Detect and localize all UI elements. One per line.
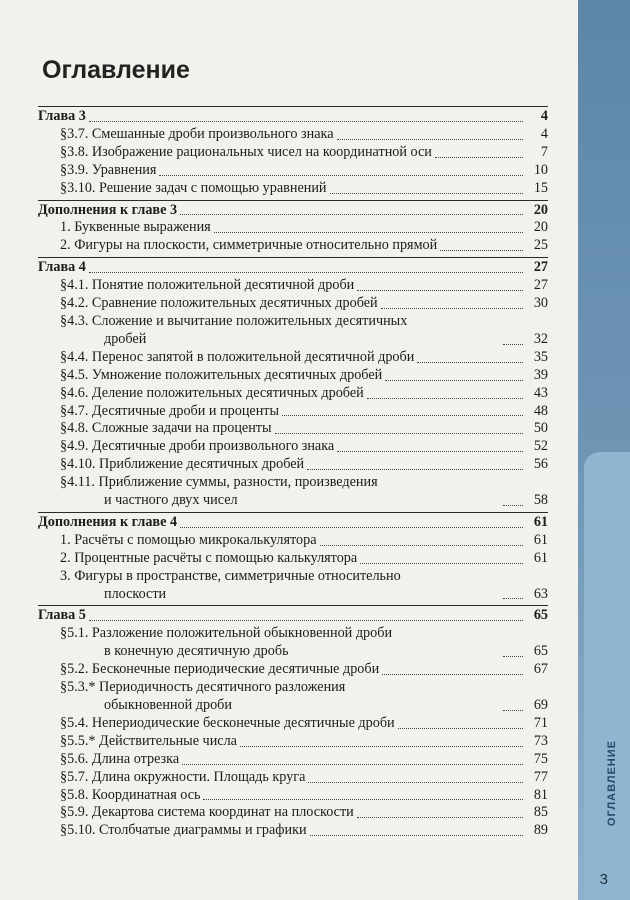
entry-label: §4.1. Понятие положительной десятичной дроби — [60, 277, 355, 294]
entry-label: Глава 5 — [38, 607, 86, 624]
toc-section — [38, 200, 548, 256]
entry-page: 10 — [533, 161, 548, 178]
entry-page: 50 — [533, 420, 548, 437]
entry-page: 20 — [533, 219, 548, 236]
toc-entry[interactable] — [38, 144, 548, 162]
entry-label: §4.6. Деление положительных десятичных дробей — [60, 384, 364, 401]
toc-entry[interactable] — [38, 751, 548, 769]
toc-entry[interactable] — [38, 625, 548, 661]
entry-page: 48 — [533, 402, 548, 419]
toc-section — [38, 257, 548, 510]
entry-page: 61 — [533, 549, 548, 566]
entry-label — [60, 679, 500, 715]
entry-page: 61 — [533, 531, 548, 548]
dot-leader — [381, 308, 523, 309]
entry-label: Глава 4 — [38, 259, 86, 276]
entry-label: §5.5.* Действительные числа — [60, 732, 237, 749]
entry-label-line1: 3. Фигуры в пространстве, симметричные относительно — [60, 567, 401, 584]
toc-entry[interactable] — [38, 715, 548, 733]
toc-entry[interactable] — [38, 277, 548, 295]
toc-chapter-entry[interactable] — [38, 607, 548, 625]
toc-entry[interactable] — [38, 162, 548, 180]
dot-leader — [308, 782, 523, 783]
entry-label: 1. Буквенные выражения — [60, 219, 211, 236]
entry-page: 20 — [533, 201, 548, 218]
entry-label-line2: в конечную десятичную дробь — [104, 643, 289, 660]
dot-leader — [203, 799, 523, 800]
entry-page: 25 — [533, 237, 548, 254]
entry-page: 43 — [533, 384, 548, 401]
dot-leader — [330, 193, 523, 194]
dot-leader — [180, 527, 523, 528]
toc-entry[interactable] — [38, 180, 548, 198]
entry-page: 69 — [533, 697, 548, 713]
entry-page: 32 — [533, 330, 548, 347]
toc-entry[interactable] — [38, 126, 548, 144]
dot-leader — [503, 656, 523, 657]
toc-entry[interactable] — [38, 550, 548, 568]
dot-leader — [275, 433, 523, 434]
entry-page: 7 — [540, 143, 548, 160]
entry-label: §5.6. Длина отрезка — [60, 750, 180, 767]
dot-leader — [440, 250, 523, 251]
dot-leader — [337, 451, 523, 452]
entry-label-line2: обыкновенной дроби — [104, 697, 232, 713]
entry-page: 65 — [533, 643, 548, 660]
entry-label: 1. Расчёты с помощью микрокалькулятора — [60, 531, 317, 548]
toc-entry[interactable] — [38, 313, 548, 349]
entry-label-line2: и частного двух чисел — [104, 492, 238, 509]
entry-label: §5.9. Декартова система координат на плоскости — [60, 804, 354, 821]
entry-label-line2: дробей — [104, 330, 147, 347]
entry-label: Глава 3 — [38, 108, 86, 124]
entry-label: §3.10. Решение задач с помощью уравнений — [60, 179, 327, 196]
dot-leader — [89, 121, 523, 122]
entry-page: 71 — [533, 714, 548, 731]
entry-page: 27 — [533, 277, 548, 294]
toc-entry[interactable] — [38, 456, 548, 474]
dot-leader — [360, 563, 523, 564]
entry-label-line2: плоскости — [104, 585, 167, 602]
entry-page: 75 — [533, 750, 548, 767]
entry-label: §5.10. Столбчатые диаграммы и графики — [60, 822, 307, 839]
dot-leader — [89, 272, 523, 273]
toc-entry[interactable] — [38, 367, 548, 385]
toc-entry[interactable] — [38, 733, 548, 751]
entry-label: Дополнения к главе 4 — [38, 513, 178, 530]
side-tab-label: ОГЛАВЛЕНИЕ — [606, 740, 618, 827]
toc-entry[interactable] — [38, 804, 548, 822]
dot-leader — [382, 674, 523, 675]
entry-page: 61 — [533, 513, 548, 530]
entry-page: 85 — [533, 804, 548, 821]
dot-leader — [310, 835, 523, 836]
entry-page: 35 — [533, 348, 548, 365]
entry-label: §4.8. Сложные задачи на проценты — [60, 420, 272, 437]
toc-entry[interactable] — [38, 474, 548, 510]
entry-label: 2. Процентные расчёты с помощью калькулятора — [60, 549, 358, 566]
dot-leader — [307, 469, 523, 470]
entry-label: §5.2. Бесконечные периодические десятичные дроби — [60, 661, 380, 678]
entry-page: 39 — [533, 366, 548, 383]
toc-chapter-entry[interactable] — [38, 514, 548, 532]
entry-label — [60, 313, 500, 349]
dot-leader — [385, 380, 523, 381]
dot-leader — [398, 728, 523, 729]
toc-entry[interactable] — [38, 237, 548, 255]
toc-chapter-entry[interactable] — [38, 108, 548, 126]
entry-page: 67 — [533, 661, 548, 678]
dot-leader — [367, 398, 523, 399]
entry-page: 27 — [533, 259, 548, 276]
dot-leader — [182, 764, 523, 765]
entry-page: 65 — [533, 607, 548, 624]
dot-leader — [357, 290, 523, 291]
entry-page: 4 — [540, 125, 548, 142]
entry-label: §4.10. Приближение десятичных дробей — [60, 456, 305, 473]
entry-page: 73 — [533, 732, 548, 749]
entry-label — [60, 625, 500, 661]
dot-leader — [89, 620, 523, 621]
toc-entry[interactable] — [38, 769, 548, 787]
entry-label: §3.8. Изображение рациональных чисел на координатной оси — [60, 143, 432, 160]
toc-entry[interactable] — [38, 568, 548, 604]
dot-leader — [214, 232, 523, 233]
toc-section — [38, 512, 548, 604]
toc-section — [38, 106, 548, 198]
toc-chapter-entry[interactable] — [38, 259, 548, 277]
entry-label: §4.4. Перенос запятой в положительной десятичной дроби — [60, 348, 415, 365]
toc-entry[interactable] — [38, 822, 548, 840]
entry-page: 15 — [533, 179, 548, 196]
page-number: 3 — [599, 871, 608, 888]
entry-label: §5.7. Длина окружности. Площадь круга — [60, 768, 306, 785]
dot-leader — [503, 344, 523, 345]
toc-entry[interactable] — [38, 532, 548, 550]
page-title: Оглавление — [42, 56, 190, 84]
dot-leader — [320, 545, 523, 546]
toc-entry[interactable] — [38, 385, 548, 403]
entry-page: 52 — [533, 438, 548, 455]
entry-page: 81 — [533, 786, 548, 803]
toc-entry[interactable] — [38, 349, 548, 367]
toc-entry[interactable] — [38, 438, 548, 456]
entry-label: §5.4. Непериодические бесконечные десятичные дроби — [60, 714, 395, 731]
entry-page: 77 — [533, 768, 548, 785]
entry-label: §5.8. Координатная ось — [60, 786, 201, 803]
toc-entry[interactable] — [38, 787, 548, 805]
entry-label-line1: §4.3. Сложение и вычитание положительных десятичных — [60, 312, 408, 329]
entry-label: 2. Фигуры на плоскости, симметричные относительно прямой — [60, 237, 438, 254]
entry-label: §4.2. Сравнение положительных десятичных дробей — [60, 295, 378, 312]
toc-section — [38, 605, 548, 840]
toc-entry[interactable] — [38, 661, 548, 679]
entry-label: §4.9. Десятичные дроби произвольного знака — [60, 438, 335, 455]
entry-page: 89 — [533, 822, 548, 839]
entry-label-line1: §5.1. Разложение положительной обыкновенной дроби — [60, 625, 393, 642]
toc-chapter-entry[interactable] — [38, 202, 548, 220]
dot-leader — [503, 598, 523, 599]
entry-label — [60, 568, 500, 604]
table-of-contents — [38, 106, 548, 842]
entry-label-line1: §5.3.* Периодичность десятичного разложения — [60, 679, 346, 696]
entry-page: 56 — [533, 456, 548, 473]
dot-leader — [282, 415, 523, 416]
entry-label: §3.7. Смешанные дроби произвольного знака — [60, 125, 334, 142]
dot-leader — [417, 362, 523, 363]
entry-label-line1: §4.11. Приближение суммы, разности, произведения — [60, 474, 378, 491]
dot-leader — [180, 214, 523, 215]
entry-label: §4.7. Десятичные дроби и проценты — [60, 402, 280, 419]
toc-entry[interactable] — [38, 420, 548, 438]
dot-leader — [240, 746, 523, 747]
toc-entry[interactable] — [38, 219, 548, 237]
toc-entry[interactable] — [38, 679, 548, 715]
entry-label — [60, 474, 500, 510]
entry-page: 30 — [533, 295, 548, 312]
entry-page: 58 — [533, 492, 548, 509]
dot-leader — [503, 710, 523, 711]
dot-leader — [435, 157, 523, 158]
entry-label: Дополнения к главе 3 — [38, 201, 178, 218]
dot-leader — [159, 175, 523, 176]
side-section-tab — [584, 452, 630, 900]
toc-entry[interactable] — [38, 295, 548, 313]
entry-label: §3.9. Уравнения — [60, 161, 157, 178]
dot-leader — [337, 139, 523, 140]
toc-entry[interactable] — [38, 403, 548, 421]
entry-page: 63 — [533, 585, 548, 602]
dot-leader — [357, 817, 523, 818]
entry-page: 4 — [540, 108, 548, 124]
dot-leader — [503, 505, 523, 506]
entry-label: §4.5. Умножение положительных десятичных дробей — [60, 366, 383, 383]
